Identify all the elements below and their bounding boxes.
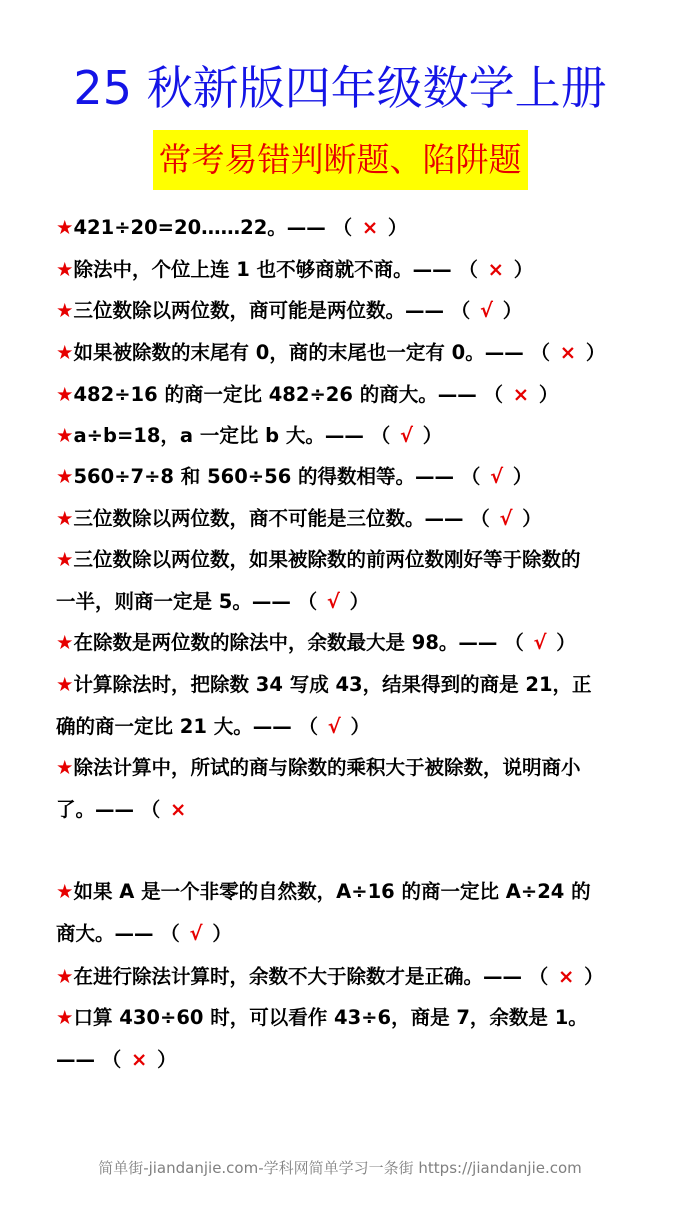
check-mark-answer: √ bbox=[326, 590, 340, 613]
question-text: 商大。—— （ bbox=[56, 922, 180, 945]
question-text: 三位数除以两位数，商不可能是三位数。—— （ bbox=[73, 507, 490, 530]
star-icon: ★ bbox=[56, 216, 74, 239]
question-line bbox=[56, 332, 656, 374]
question-text: 三位数除以两位数，商可能是两位数。—— （ bbox=[73, 299, 471, 322]
question-line bbox=[56, 415, 656, 457]
question-line bbox=[56, 664, 656, 706]
question-text: 除法计算中，所试的商与除数的乘积大于被除数，说明商小 bbox=[73, 756, 581, 779]
question-line bbox=[56, 374, 656, 416]
question-text: 在进行除法计算时，余数不大于除数才是正确。—— （ bbox=[73, 965, 549, 988]
cross-mark-answer: × bbox=[170, 798, 187, 821]
question-text: a÷b=18，a 一定比 b 大。—— （ bbox=[73, 424, 391, 447]
closing-paren: ） bbox=[349, 590, 370, 613]
cross-mark-answer: × bbox=[512, 383, 530, 406]
star-icon: ★ bbox=[56, 424, 74, 447]
question-text: 如果 A 是一个非零的自然数，A÷16 的商一定比 A÷24 的 bbox=[73, 880, 591, 903]
star-icon: ★ bbox=[56, 548, 74, 571]
question-line bbox=[56, 747, 656, 789]
check-mark-answer: √ bbox=[533, 631, 547, 654]
question-line bbox=[56, 249, 656, 291]
closing-paren: ） bbox=[502, 299, 523, 322]
question-line bbox=[56, 871, 656, 913]
star-icon: ★ bbox=[56, 673, 74, 696]
check-mark-answer: √ bbox=[327, 715, 341, 738]
question-text: 除法中，个位上连 1 也不够商就不商。—— （ bbox=[73, 258, 478, 281]
star-icon: ★ bbox=[56, 383, 74, 406]
closing-paren: ） bbox=[538, 383, 559, 406]
question-text: 482÷16 的商一定比 482÷26 的商大。—— （ bbox=[73, 383, 503, 406]
cross-mark-answer: × bbox=[559, 341, 577, 364]
closing-paren: ） bbox=[584, 965, 604, 988]
star-icon: ★ bbox=[56, 880, 74, 903]
closing-paren: ） bbox=[212, 922, 232, 945]
check-mark-answer: √ bbox=[480, 299, 494, 322]
star-icon: ★ bbox=[56, 465, 74, 488]
question-text: 560÷7÷8 和 560÷56 的得数相等。—— （ bbox=[73, 465, 481, 488]
question-line bbox=[56, 207, 656, 249]
star-icon: ★ bbox=[56, 507, 74, 530]
question-text: 确的商一定比 21 大。—— （ bbox=[56, 715, 319, 738]
question-line bbox=[56, 789, 656, 831]
cross-mark-answer: × bbox=[131, 1048, 148, 1071]
closing-paren: ） bbox=[387, 216, 408, 239]
star-icon: ★ bbox=[56, 299, 74, 322]
question-line bbox=[56, 539, 656, 581]
star-icon: ★ bbox=[56, 1006, 74, 1029]
question-text: 了。—— （ bbox=[56, 798, 161, 821]
closing-paren: ） bbox=[513, 258, 534, 281]
question-line bbox=[56, 498, 656, 540]
check-mark-answer: √ bbox=[499, 507, 513, 530]
closing-paren: ） bbox=[157, 1048, 177, 1071]
check-mark-answer: √ bbox=[189, 922, 203, 945]
question-line bbox=[56, 997, 656, 1039]
star-icon: ★ bbox=[56, 631, 74, 654]
question-text: 421÷20=20……22。—— （ bbox=[73, 216, 353, 239]
closing-paren: ） bbox=[522, 507, 542, 530]
cross-mark-answer: × bbox=[558, 965, 575, 988]
question-line bbox=[56, 456, 656, 498]
question-line bbox=[56, 956, 656, 998]
question-line bbox=[56, 622, 656, 664]
page-subtitle: 常考易错判断题、陷阱题 bbox=[153, 130, 528, 190]
cross-mark-answer: × bbox=[361, 216, 379, 239]
star-icon: ★ bbox=[56, 756, 74, 779]
question-text: —— （ bbox=[56, 1048, 122, 1071]
question-line bbox=[56, 290, 656, 332]
check-mark-answer: √ bbox=[490, 465, 504, 488]
question-line bbox=[56, 1039, 656, 1081]
star-icon: ★ bbox=[56, 965, 74, 988]
question-text: 计算除法时，把除数 34 写成 43，结果得到的商是 21，正 bbox=[73, 673, 592, 696]
star-icon: ★ bbox=[56, 341, 74, 364]
closing-paren: ） bbox=[422, 424, 443, 447]
question-text: 一半，则商一定是 5。—— （ bbox=[56, 590, 318, 613]
page-title: 25 秋新版四年级数学上册 bbox=[73, 61, 607, 115]
cross-mark-answer: × bbox=[487, 258, 505, 281]
star-icon: ★ bbox=[56, 258, 74, 281]
footer-watermark: 简单街-jiandanjie.com-学科网简单学习一条街 https://jiandanjie.com bbox=[98, 1159, 582, 1177]
question-line bbox=[56, 913, 656, 955]
closing-paren: ） bbox=[512, 465, 533, 488]
subtitle-container bbox=[0, 130, 680, 190]
closing-paren: ） bbox=[350, 715, 371, 738]
question-text: 口算 430÷60 时，可以看作 43÷6，商是 7，余数是 1。 bbox=[73, 1006, 588, 1029]
question-text: 在除数是两位数的除法中，余数最大是 98。—— （ bbox=[73, 631, 524, 654]
closing-paren: ） bbox=[585, 341, 606, 364]
question-line bbox=[56, 706, 656, 748]
question-text: 三位数除以两位数，如果被除数的前两位数刚好等于除数的 bbox=[73, 548, 581, 571]
question-line bbox=[56, 581, 656, 623]
question-text: 如果被除数的末尾有 0，商的末尾也一定有 0。—— （ bbox=[73, 341, 550, 364]
check-mark-answer: √ bbox=[399, 424, 413, 447]
closing-paren: ） bbox=[556, 631, 576, 654]
